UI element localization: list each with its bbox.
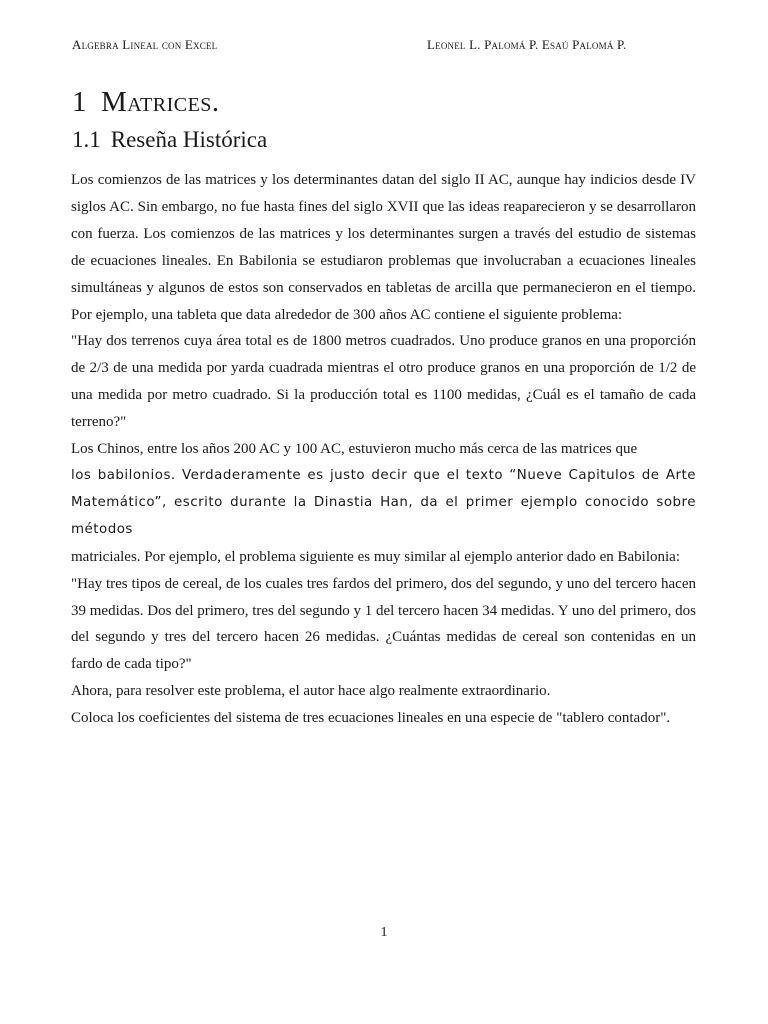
- page-number: 1: [380, 925, 388, 940]
- paragraph-counting-board: Coloca los coeficientes del sistema de tres ecuaciones lineales en una especie de "tablero contador".: [71, 710, 671, 727]
- chapter-heading: [72, 86, 220, 119]
- paragraph-author-method: Ahora, para resolver este problema, el autor hace algo realmente extraordinario.: [71, 683, 551, 700]
- page-header: [72, 37, 696, 55]
- body-text: [71, 167, 696, 732]
- paragraph-cereal-problem: "Hay tres tipos de cereal, de los cuales tres fardos del primero, dos del segundo, y uno del tercero hacen 39 medidas. Dos del primero, tres del segundo y 1 del tercero hacen 34 medidas. Y uno del primero, dos del segundo y tres del tercero hacen 26 medidas. ¿Cuántas medidas de cereal son contenidas en un fardo de cada tipo?": [71, 575, 696, 673]
- section-heading: [72, 127, 267, 153]
- paragraph-nine-chapters: los babilonios. Verdaderamente es justo decir que el texto “Nueve Capitulos de Arte Matemático”, escrito durante la Dinastia Han, da el primer ejemplo conocido sobre métodos: [71, 467, 696, 537]
- header-book-title: Algebra Lineal con Excel: [72, 37, 218, 52]
- chapter-number: 1: [72, 86, 87, 118]
- chapter-title: Matrices.: [101, 86, 220, 118]
- paragraph-babylon-problem: "Hay dos terrenos cuya área total es de 1800 metros cuadrados. Uno produce granos en una proporción de 2/3 de una medida por yarda cuadrada mientras el otro produce granos en una proporción de 1/2 de una medida por metro cuadrado. Si la producción total es 1100 medidas, ¿Cuál es el tamaño de cada terreno?": [71, 333, 696, 431]
- paragraph-matrix-methods: matriciales. Por ejemplo, el problema siguiente es muy similar al ejemplo anterior dado en Babilonia:: [71, 548, 680, 565]
- section-number: 1.1: [72, 127, 101, 152]
- paragraph-chinese-intro: Los Chinos, entre los años 200 AC y 100 AC, estuvieron mucho más cerca de las matrices que: [71, 441, 638, 458]
- section-title: Reseña Histórica: [110, 127, 268, 152]
- header-authors: Leonel L. Palomá P. Esaú Palomá P.: [427, 37, 627, 52]
- paragraph-history-intro: Los comienzos de las matrices y los determinantes datan del siglo II AC, aunque hay indicios desde IV siglos AC. Sin embargo, no fue hasta fines del siglo XVII que las ideas reaparecieron y se desarrollaron con fuerza. Los comienzos de las matrices y los determinantes surgen a través del estudio de sistemas de ecuaciones lineales. En Babilonia se estudiaron problemas que involucraban a ecuaciones lineales simultáneas y algunos de estos son conservados en tabletas de arcilla que permanecieron en el tiempo. Por ejemplo, una tableta que data alrededor de 300 años AC contiene el siguiente problema:: [71, 172, 696, 323]
